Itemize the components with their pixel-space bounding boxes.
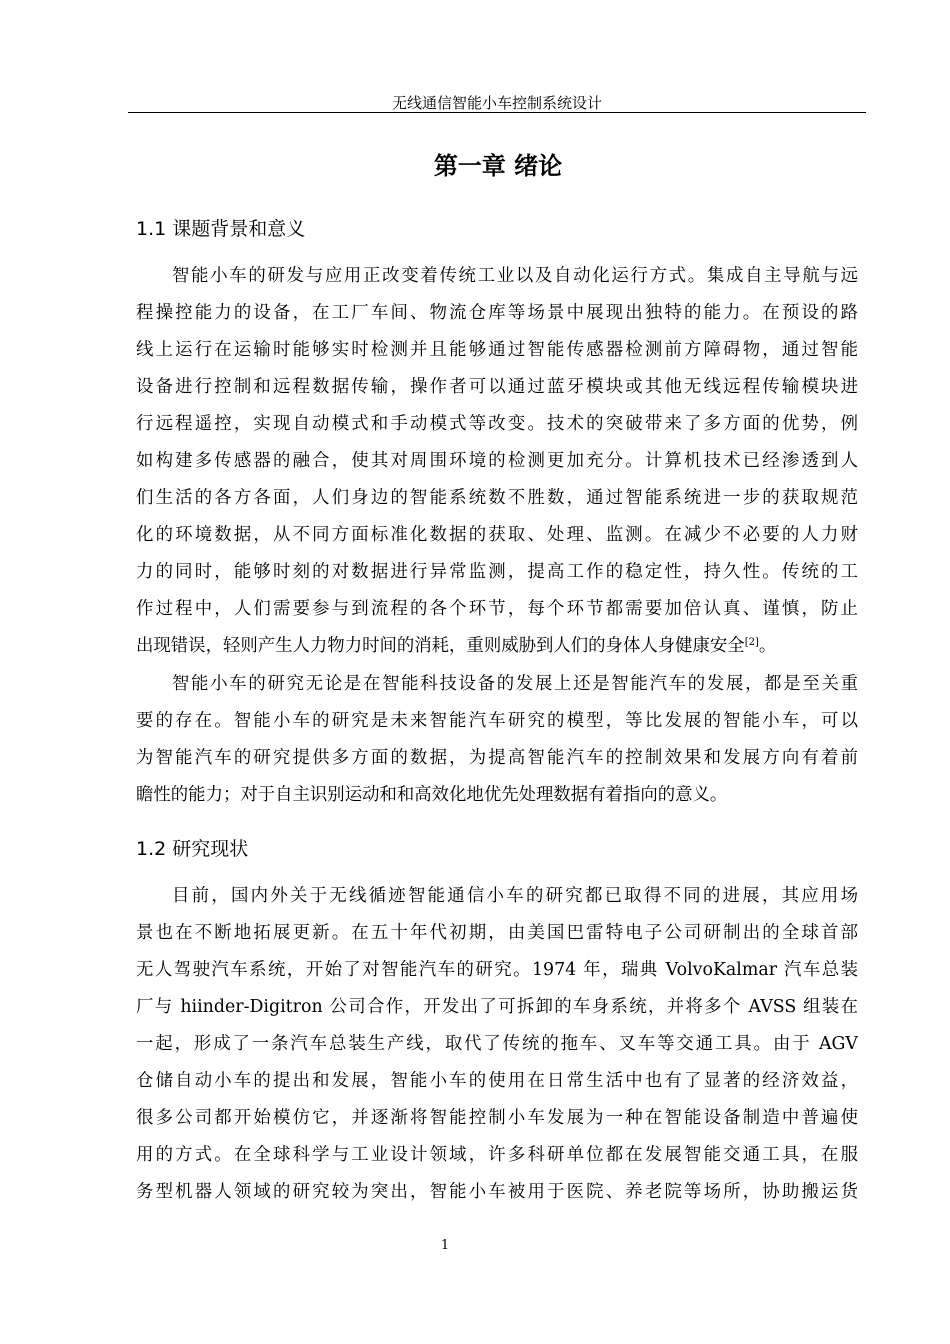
text-line: 一起，形成了一条汽车总装生产线，取代了传统的拖车、叉车等交通工具。由于 AGV (136, 1034, 858, 1054)
paragraph-background (136, 258, 858, 665)
paragraph-significance (136, 666, 858, 814)
text-line: 行远程遥控，实现自动模式和手动模式等改变。技术的突破带来了多方面的优势，例 (136, 414, 858, 434)
text-line: 线上运行在运输时能够实时检测并且能够通过智能传感器检测前方障碍物，通过智能 (136, 340, 858, 360)
text-line (136, 628, 858, 665)
running-header: 无线通信智能小车控制系统设计 (391, 94, 602, 112)
chapter-title: 第一章 绪论 (433, 152, 563, 180)
text-line: 作过程中，人们需要参与到流程的各个环节，每个环节都需要加倍认真、谨慎，防止 (136, 599, 858, 619)
text-span: 出现错误，轻则产生人力物力时间的消耗，重则威胁到人们的身体人身健康安全 (136, 636, 745, 656)
text-line: 用的方式。在全球科学与工业设计领域，许多科研单位都在发展智能交通工具，在服 (136, 1145, 858, 1165)
text-span: 。 (758, 636, 777, 656)
text-line: 务型机器人领域的研究较为突出，智能小车被用于医院、养老院等场所，协助搬运货 (136, 1182, 858, 1202)
text-line: 景也在不断地拓展更新。在五十年代初期，由美国巴雷特电子公司研制出的全球首部 (136, 923, 858, 943)
text-line: 瞻性的能力；对于自主识别运动和和高效化地优先处理数据有着指向的意义。 (136, 785, 728, 805)
section-heading-1-1: 1.1 课题背景和意义 (136, 218, 306, 240)
paragraph-research-status (136, 878, 858, 1211)
text-line: 力的同时，能够时刻的对数据进行异常监测，提高工作的稳定性，持久性。传统的工 (136, 562, 858, 582)
text-line: 很多公司都开始模仿它，并逐渐将智能控制小车发展为一种在智能设备制造中普遍使 (136, 1108, 858, 1128)
page-number: 1 (440, 1238, 450, 1253)
header-rule (128, 112, 866, 113)
text-line: 化的环境数据，从不同方面标准化数据的获取、处理、监测。在减少不必要的人力财 (136, 525, 858, 545)
text-line: 如构建多传感器的融合，使其对周围环境的检测更加充分。计算机技术已经渗透到人 (136, 451, 858, 471)
text-line: 智能小车的研究无论是在智能科技设备的发展上还是智能汽车的发展，都是至关重 (172, 674, 858, 694)
text-line: 为智能汽车的研究提供多方面的数据，为提高智能汽车的控制效果和发展方向有着前 (136, 748, 858, 768)
citation-ref[interactable]: [2] (744, 637, 759, 648)
text-line: 程操控能力的设备，在工厂车间、物流仓库等场景中展现出独特的能力。在预设的路 (136, 303, 858, 323)
text-line: 无人驾驶汽车系统，开始了对智能汽车的研究。1974 年，瑞典 VolvoKalmar 汽车总装 (136, 960, 858, 980)
text-line: 智能小车的研发与应用正改变着传统工业以及自动化运行方式。集成自主导航与远 (172, 266, 858, 286)
section-heading-1-2: 1.2 研究现状 (136, 838, 249, 860)
text-line: 设备进行控制和远程数据传输，操作者可以通过蓝牙模块或其他无线远程传输模块进 (136, 377, 858, 397)
text-line: 厂与 hiinder-Digitron 公司合作，开发出了可拆卸的车身系统，并将多个 AVSS 组装在 (136, 997, 858, 1017)
text-line: 要的存在。智能小车的研究是未来智能汽车研究的模型，等比发展的智能小车，可以 (136, 711, 858, 731)
text-line: 目前，国内外关于无线循迹智能通信小车的研究都已取得不同的进展，其应用场 (172, 886, 858, 906)
text-line: 仓储自动小车的提出和发展，智能小车的使用在日常生活中也有了显著的经济效益， (136, 1071, 858, 1091)
text-line: 们生活的各方各面，人们身边的智能系统数不胜数，通过智能系统进一步的获取规范 (136, 488, 858, 508)
